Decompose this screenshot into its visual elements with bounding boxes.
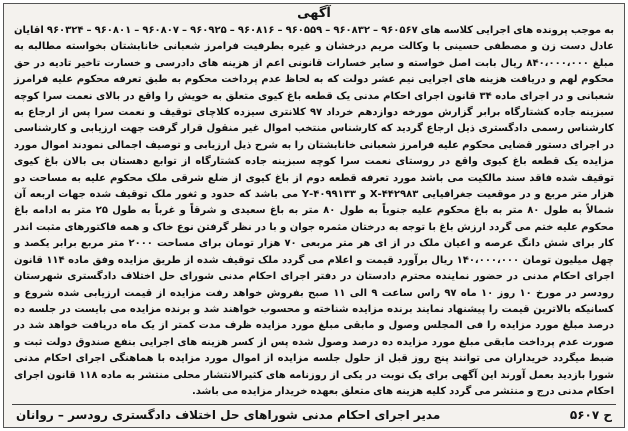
notice-body: به موجب پرونده های اجرایی کلاسه های ۹۶۰۵۶۷ – ۹۶۰۸۳۲ – ۹۶۰۵۵۹ – ۹۶۰۸۱۶ – ۹۶۰۹۲۵ – ۹۶۰۸۰۷ – ۹۶۰۸۰۱ – ۹۶۰۳۲۴ اقایان عادل دست زن و مصطفی حسینی با وکالت مریم درخشان و غیره بطرفیت فرامرز شعبانی خانابشتان بخواسته مطالبه به مبلغ ۸۴۰،۰۰۰،۰۰۰ ریال بابت اصل خواسته و سایر خسارات قانونی اعم از هزینه های دادرسی و خسارت تاخیر تادیه در حق محکوم لهم و دریافت هزینه های اجرایی نیم عشر دولت که به لحاظ عدم پرداخت محکوم به طبق تعرفه محکوم علیه فرامرز شعبانی و در اجرای ماده ۳۴ قانون اجرای احکام مدنی یک قطعه باغ کیوی متعلق به خویش را واقع در بالای نعمت سرا کوچه سبزینه جاده کشتارگاه برابر گزارش مورخه دوازدهم خرداد ۹۷ کلانتری سیزده کلاچای توقیف و نعمت سرا پس از ارجاع به کارشناس رسمی دادگستری ذیل ارجاع گردید که کارشناس منتخب اموال غیر منقول قرار گرفت جهت ارزیابی و کارشناسی در اجرای دستور قضایی محکوم علیه فرامرز شعبانی خانابشتان را به شرح ذیل ارزیابی و توصیف اجمالی نمودند اموال مورد مزایده یک قطعه باغ کیوی واقع در روستای نعمت سرا کوچه سبزینه جاده کشتارگاه از توابع دهستان بی بالان باغ کیوی توقیف شده فاقد سند مالکیت می باشد مورد تعرفه قطعه دوم از باغ کیوی از ضلع شرقی ملک محکوم علیه به مساحت دو هزار متر مربع و در موقعیت جغرافیایی ۴۴۲۹۸۳-X و ۴۰۹۹۱۳۳-Y می باشد که حدود و ثغور ملک توقیف شده جهات اربعه آن شمالاً به طول ۸۰ متر به باغ محکوم علیه جنوباً به طول ۸۰ متر به باغ سعیدی و شرقاً و غرباً به طول ۲۵ متر به ادامه باغ محکوم علیه ختم می گردد ارزش باغ با توجه به درختان مثمره جوان و با در نظر گرفتن نوع خاک و همه فاکتورهای مثبت اندر کار برای شش دانگ عرصه و اعیان ملک در از ای هر متر مربعی ۷۰ هزار تومان برای مساحت ۲۰۰۰ متر مربع برابر یکصد و چهل میلیون تومان ۱۴۰،۰۰۰،۰۰۰ ریال برآورد قیمت و اعلام می گردد ملک توقیف شده از طریق مزایده وفق ماده ۱۱۴ قانون اجرای احکام مدنی در حضور نماینده محترم دادستان در دفتر اجرای احکام مدنی شورای حل اختلاف دادگستری شهرستان رودسر در مورخ ۱۰ روز ۱۰ ماه ۹۷ راس ساعت ۹ الی ۱۱ صبح بفروش خواهد رفت مزایده از قیمت ارزیابی شده شروع و کسانیکه بالاترین قیمت را پیشنهاد نمایند برنده مزایده شناخته و محسوب خواهند شد و برنده مزایده می بایست در جلسه ده درصد مبلغ مورد مزایده را فی المجلس وصول و مابقی مبلغ مورد مزایده ظرف مدت کمتر از یک ماه دریافت خواهد شد در صورت عدم پرداخت مابقی مبلغ مورد مزایده ده درصد وصول شده پس از کسر هزینه های اجرایی بنفع صندوق دولت ثبت و ضبط میگردد خریداران می توانند پنج روز قبل از حلول جلسه مزایده از اموال مورد مزایده با هماهنگی اجرای احکام مدنی شورا بازدید بعمل آورند این آگهی برای یک نوبت در یکی از روزنامه های کثیرالانتشار محلی منتشر به ماده ۱۱۸ قانون اجرای احکام مدنی درج و منتشر می گردد کلیه هزینه های متعلق بعهده خریدار مزایده می باشد. <box>14 25 615 397</box>
footer-divider <box>12 404 616 405</box>
notice-code: ح ۵۶۰۷ <box>569 408 612 423</box>
notice-signature <box>16 408 612 422</box>
legal-notice <box>3 3 625 428</box>
issuing-office: مدیر اجرای احکام مدنی شوراهای حل اختلاف دادگستری رودسر – روانان <box>16 408 441 423</box>
notice-title: آگهی <box>297 6 331 21</box>
